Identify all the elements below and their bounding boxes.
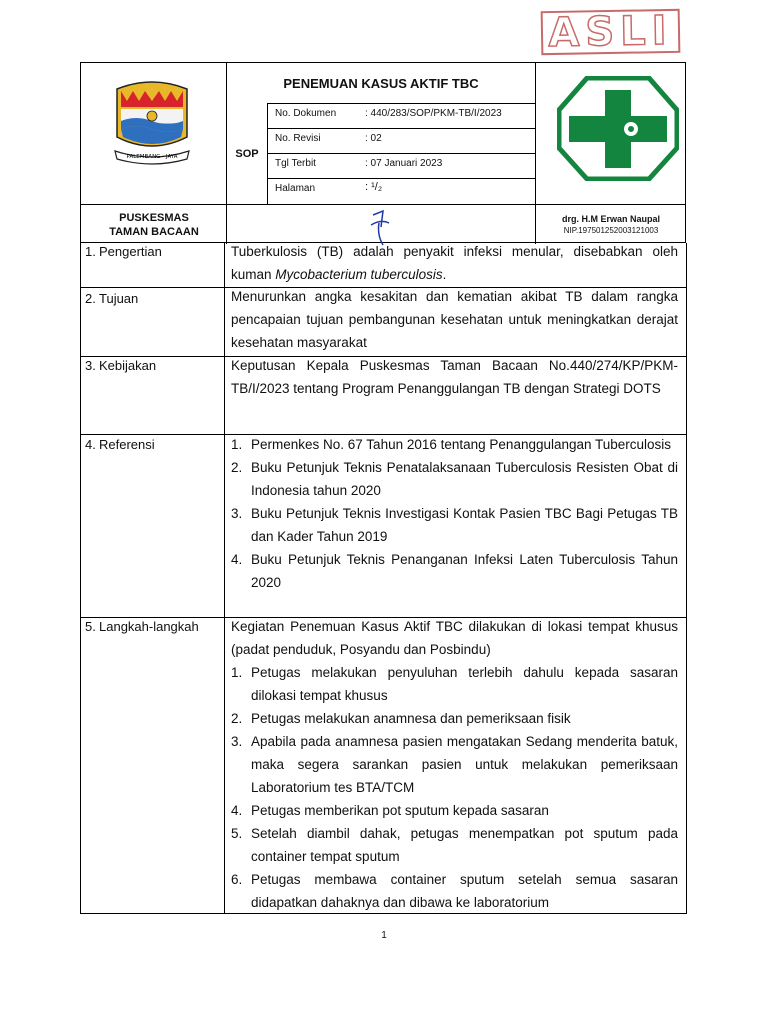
section-label-langkah: 5. Langkah-langkah — [85, 619, 199, 634]
meta-key-terbit: Tgl Terbit — [275, 158, 316, 169]
list-item: 5. Setelah diambil dahak, petugas menempatkan pot sputum pada container tempat sputum — [231, 826, 678, 864]
signer-nip: NIP.197501252003121003 — [563, 226, 659, 235]
list-item: 4. Petugas memberikan pot sputum kepada sasaran — [231, 803, 549, 818]
meta-key-revisi: No. Revisi — [275, 133, 321, 144]
list-item: 4. Buku Petunjuk Teknis Penanganan Infeksi Laten Tuberculosis Tahun 2020 — [231, 552, 678, 590]
header-table — [80, 62, 686, 243]
org-line-1: PUSKESMAS — [119, 211, 189, 224]
list-item: 2. Petugas melakukan anamnesa dan pemeriksaan fisik — [231, 711, 571, 726]
section-content-pengertian — [231, 240, 678, 286]
pengertian-line-1: Tuberkulosis (TB) adalah penyakit infeksi menular, disebabkan oleh — [231, 244, 678, 259]
meta-value-terbit: : 07 Januari 2023 — [365, 158, 443, 169]
asli-stamp — [541, 9, 681, 55]
list-item: 6. Petugas membawa container sputum setelah semua sasaran didapatkan dahaknya dan dibawa ke laboratorium — [231, 872, 678, 910]
section-label-referensi: 4. Referensi — [85, 437, 155, 452]
meta-key-dokumen: No. Dokumen — [275, 108, 337, 119]
meta-value-dokumen: : 440/283/SOP/PKM-TB/I/2023 — [365, 108, 502, 119]
org-line-2: TAMAN BACAAN — [109, 225, 199, 238]
palembang-emblem-logo — [111, 79, 193, 167]
sop-label: SOP — [235, 147, 259, 160]
referensi-list — [231, 433, 678, 594]
section-content-tujuan: Menurunkan angka kesakitan dan kematian akibat TB dalam rangka pencapaian tujuan pembangunan kesehatan untuk meningkatkan derajat kesehatan masyarakat — [231, 289, 678, 350]
langkah-content — [231, 615, 678, 914]
list-item: 1. Permenkes No. 67 Tahun 2016 tentang Penanggulangan Tuberculosis — [231, 437, 672, 452]
meta-value-revisi: : 02 — [365, 133, 382, 144]
meta-key-halaman: Halaman — [275, 183, 316, 194]
section-label-kebijakan: 3. Kebijakan — [85, 358, 157, 373]
puskesmas-logo — [557, 76, 679, 181]
stamp-text: ASLI — [548, 7, 673, 57]
organization-name — [81, 205, 227, 244]
langkah-intro: Kegiatan Penemuan Kasus Aktif TBC dilakukan di lokasi tempat khusus (padat penduduk, Posyandu dan Posbindu) — [231, 619, 678, 657]
list-item: 3. Buku Petunjuk Teknis Investigasi Kontak Pasien TBC Bagi Petugas TB dan Kader Tahun 2019 — [231, 506, 678, 544]
content-table — [80, 243, 687, 914]
list-item: 2. Buku Petunjuk Teknis Penatalaksanaan Tuberculosis Resisten Obat di Indonesia tahun 2020 — [231, 460, 678, 498]
section-label-tujuan: 2. Tujuan — [85, 291, 139, 306]
meta-value-halaman: : ¹/₂ — [365, 181, 383, 193]
section-label-pengertian: 1. Pengertian — [85, 244, 162, 259]
page-number: 1 — [381, 930, 387, 941]
signer-block — [535, 205, 687, 244]
document-title: PENEMUAN KASUS AKTIF TBC — [283, 75, 479, 91]
list-item: 3. Apabila pada anamnesa pasien mengatakan Sedang menderita batuk, maka segera sarankan pasien untuk melakukan pemeriksaan Laboratorium tes BTA/TCM — [231, 734, 678, 795]
section-content-kebijakan: Keputusan Kepala Puskesmas Taman Bacaan No.440/274/KP/PKM-TB/I/2023 tentang Program Penanggulangan TB dengan Strategi DOTS — [231, 358, 678, 396]
list-item: 1. Petugas melakukan penyuluhan terlebih dahulu kepada sasaran dilokasi tempat khusus — [231, 665, 678, 703]
emblem-ribbon-text: PALEMBANG - JAYA — [126, 154, 178, 160]
signer-name: drg. H.M Erwan Naupal — [561, 214, 660, 224]
pengertian-line-2: kuman Mycobacterium tuberculosis. — [231, 267, 447, 282]
